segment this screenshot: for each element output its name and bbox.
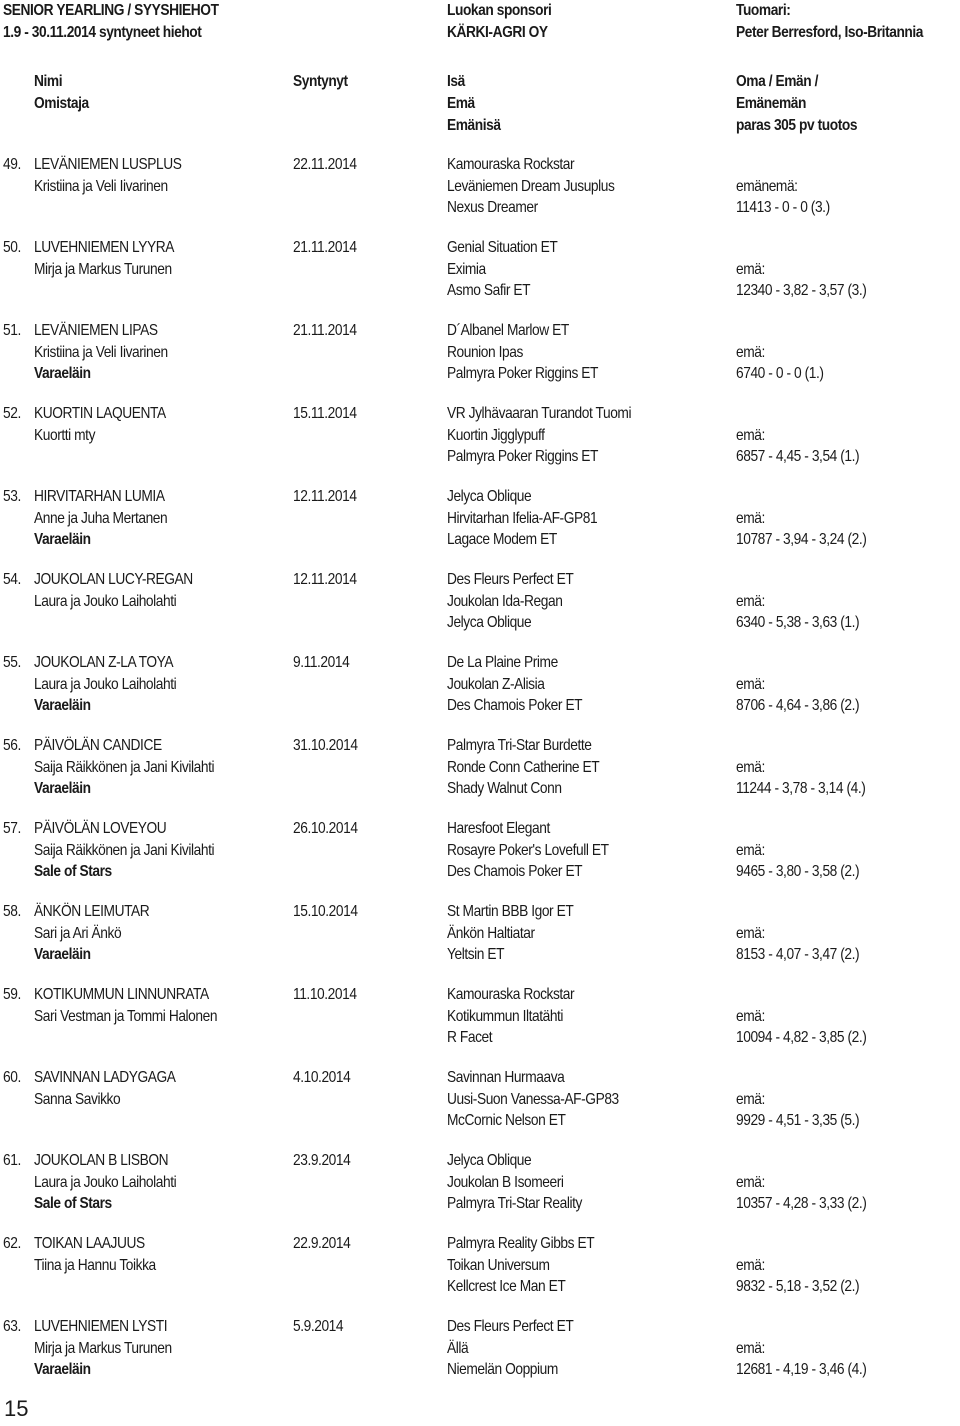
- owner-name: Laura ja Jouko Laiholahti: [34, 675, 177, 693]
- class-dates: 1.9 - 30.11.2014 syntyneet hiehot: [3, 24, 202, 41]
- owner-name: Kristiina ja Veli Iivarinen: [34, 177, 168, 195]
- dam-name: Kotikummun Iltatähti: [447, 1007, 564, 1025]
- dam-sire-name: Palmyra Poker Riggins ET: [447, 365, 599, 383]
- animal-name: LUVEHNIEMEN LYYRA: [34, 239, 175, 256]
- entry-number: 56.: [3, 737, 21, 754]
- dam-name: Rosayre Poker's Lovefull ET: [447, 841, 609, 859]
- entry-number: 62.: [3, 1235, 21, 1252]
- owner-name: Saija Räikkönen ja Jani Kivilahti: [34, 841, 215, 859]
- record-label: emä:: [736, 675, 765, 693]
- owner-name: Tiina ja Hannu Toikka: [34, 1256, 156, 1274]
- animal-name: HIRVITARHAN LUMIA: [34, 488, 165, 505]
- entry-status: Varaeläin: [34, 531, 91, 549]
- entry-status: Varaeläin: [34, 946, 91, 964]
- sire-name: Kamouraska Rockstar: [447, 156, 575, 173]
- dam-name: Rounion Ipas: [447, 343, 523, 361]
- owner-name: Laura ja Jouko Laiholahti: [34, 592, 177, 610]
- record-value: 8706 - 4,64 - 3,86 (2.): [736, 697, 860, 715]
- entry-number: 49.: [3, 156, 21, 173]
- entry-number: 55.: [3, 654, 21, 671]
- birth-date: 31.10.2014: [293, 737, 358, 754]
- entry-number: 54.: [3, 571, 21, 588]
- entry-status: Varaeläin: [34, 365, 91, 383]
- dam-sire-name: Kellcrest Ice Man ET: [447, 1278, 566, 1296]
- record-label: emä:: [736, 260, 765, 278]
- sire-name: VR Jylhävaaran Turandot Tuomi: [447, 405, 632, 422]
- dam-name: Ällä: [447, 1339, 469, 1357]
- entry-number: 60.: [3, 1069, 21, 1086]
- judge-name: Peter Berresford, Iso-Britannia: [736, 24, 924, 41]
- animal-name: TOIKAN LAAJUUS: [34, 1235, 145, 1252]
- animal-name: KOTIKUMMUN LINNUNRATA: [34, 986, 209, 1003]
- sponsor-name: KÄRKI-AGRI OY: [447, 24, 548, 41]
- birth-date: 26.10.2014: [293, 820, 358, 837]
- dam-sire-name: Asmo Safir ET: [447, 282, 531, 300]
- dam-sire-name: Niemelän Ooppium: [447, 1361, 558, 1379]
- entry-status: Varaeläin: [34, 697, 91, 715]
- owner-name: Laura ja Jouko Laiholahti: [34, 1173, 177, 1191]
- entry-status: Varaeläin: [34, 1361, 91, 1379]
- record-value: 8153 - 4,07 - 3,47 (2.): [736, 946, 860, 964]
- entry-number: 58.: [3, 903, 21, 920]
- birth-date: 22.11.2014: [293, 156, 357, 173]
- birth-date: 12.11.2014: [293, 571, 357, 588]
- class-title: SENIOR YEARLING / SYYSHIEHOT: [3, 2, 219, 19]
- sire-name: Des Fleurs Perfect ET: [447, 1318, 574, 1335]
- col-owner: Omistaja: [34, 95, 89, 112]
- record-label: emä:: [736, 841, 765, 859]
- record-label: emä:: [736, 1090, 765, 1108]
- dam-name: Kuortin Jigglypuff: [447, 426, 545, 444]
- birth-date: 21.11.2014: [293, 322, 357, 339]
- sire-name: Haresfoot Elegant: [447, 820, 550, 837]
- birth-date: 15.11.2014: [293, 405, 357, 422]
- judge-label: Tuomari:: [736, 2, 791, 19]
- owner-name: Saija Räikkönen ja Jani Kivilahti: [34, 758, 215, 776]
- entry-number: 50.: [3, 239, 21, 256]
- record-value: 11244 - 3,78 - 3,14 (4.): [736, 780, 866, 798]
- birth-date: 21.11.2014: [293, 239, 357, 256]
- entry-number: 59.: [3, 986, 21, 1003]
- dam-name: Joukolan B Isomeeri: [447, 1173, 564, 1191]
- record-label: emä:: [736, 758, 765, 776]
- dam-name: Änkön Haltiatar: [447, 924, 535, 942]
- birth-date: 22.9.2014: [293, 1235, 351, 1252]
- animal-name: JOUKOLAN LUCY-REGAN: [34, 571, 193, 588]
- record-value: 9832 - 5,18 - 3,52 (2.): [736, 1278, 860, 1296]
- sire-name: Palmyra Tri-Star Burdette: [447, 737, 592, 754]
- entry-status: Sale of Stars: [34, 1195, 112, 1213]
- record-label: emä:: [736, 1339, 765, 1357]
- dam-sire-name: McCornic Nelson ET: [447, 1112, 566, 1130]
- col-record-3: paras 305 pv tuotos: [736, 117, 858, 134]
- owner-name: Anne ja Juha Mertanen: [34, 509, 168, 527]
- entry-number: 52.: [3, 405, 21, 422]
- owner-name: Mirja ja Markus Turunen: [34, 260, 172, 278]
- entry-number: 53.: [3, 488, 21, 505]
- dam-name: Joukolan Ida-Regan: [447, 592, 563, 610]
- birth-date: 9.11.2014: [293, 654, 350, 671]
- col-record-1: Oma / Emän /: [736, 73, 819, 90]
- sire-name: D´Albanel Marlow ET: [447, 322, 569, 339]
- record-value: 6857 - 4,45 - 3,54 (1.): [736, 448, 860, 466]
- col-born: Syntynyt: [293, 73, 348, 90]
- sponsor-label: Luokan sponsori: [447, 2, 552, 19]
- animal-name: JOUKOLAN B LISBON: [34, 1152, 169, 1169]
- record-label: emä:: [736, 1173, 765, 1191]
- dam-sire-name: Yeltsin ET: [447, 946, 505, 964]
- col-dam: Emä: [447, 95, 475, 112]
- record-label: emä:: [736, 1007, 765, 1025]
- sire-name: Genial Situation ET: [447, 239, 558, 256]
- record-value: 9465 - 3,80 - 3,58 (2.): [736, 863, 860, 881]
- owner-name: Sari ja Ari Änkö: [34, 924, 122, 942]
- sire-name: Palmyra Reality Gibbs ET: [447, 1235, 595, 1252]
- dam-name: Leväniemen Dream Jusuplus: [447, 177, 615, 195]
- entry-number: 51.: [3, 322, 21, 339]
- record-label: emä:: [736, 592, 765, 610]
- col-record-2: Emänemän: [736, 95, 806, 112]
- dam-sire-name: Lagace Modem ET: [447, 531, 557, 549]
- animal-name: JOUKOLAN Z-LA TOYA: [34, 654, 174, 671]
- dam-name: Joukolan Z-Alisia: [447, 675, 545, 693]
- animal-name: PÄIVÖLÄN CANDICE: [34, 737, 162, 754]
- dam-sire-name: Palmyra Poker Riggins ET: [447, 448, 599, 466]
- record-label: emä:: [736, 1256, 765, 1274]
- sire-name: Jelyca Oblique: [447, 1152, 532, 1169]
- dam-sire-name: Palmyra Tri-Star Reality: [447, 1195, 582, 1213]
- dam-name: Hirvitarhan Ifelia-AF-GP81: [447, 509, 598, 527]
- sire-name: St Martin BBB Igor ET: [447, 903, 574, 920]
- dam-name: Toikan Universum: [447, 1256, 550, 1274]
- record-value: 10094 - 4,82 - 3,85 (2.): [736, 1029, 867, 1047]
- col-sire: Isä: [447, 73, 465, 90]
- birth-date: 4.10.2014: [293, 1069, 351, 1086]
- animal-name: LEVÄNIEMEN LUSPLUS: [34, 156, 182, 173]
- animal-name: ÄNKÖN LEIMUTAR: [34, 903, 150, 920]
- dam-sire-name: R Facet: [447, 1029, 493, 1047]
- animal-name: KUORTIN LAQUENTA: [34, 405, 166, 422]
- birth-date: 5.9.2014: [293, 1318, 344, 1335]
- birth-date: 23.9.2014: [293, 1152, 351, 1169]
- birth-date: 12.11.2014: [293, 488, 357, 505]
- record-label: emä:: [736, 924, 765, 942]
- record-value: 12681 - 4,19 - 3,46 (4.): [736, 1361, 867, 1379]
- animal-name: LUVEHNIEMEN LYSTI: [34, 1318, 168, 1335]
- sire-name: Savinnan Hurmaava: [447, 1069, 565, 1086]
- sire-name: Des Fleurs Perfect ET: [447, 571, 574, 588]
- entry-status: Varaeläin: [34, 780, 91, 798]
- record-label: emä:: [736, 509, 765, 527]
- sire-name: Jelyca Oblique: [447, 488, 532, 505]
- record-value: 10357 - 4,28 - 3,33 (2.): [736, 1195, 867, 1213]
- owner-name: Sanna Savikko: [34, 1090, 121, 1108]
- dam-name: Eximia: [447, 260, 486, 278]
- dam-sire-name: Jelyca Oblique: [447, 614, 532, 632]
- record-label: emä:: [736, 426, 765, 444]
- birth-date: 15.10.2014: [293, 903, 358, 920]
- animal-name: PÄIVÖLÄN LOVEYOU: [34, 820, 167, 837]
- owner-name: Kristiina ja Veli Iivarinen: [34, 343, 168, 361]
- sire-name: Kamouraska Rockstar: [447, 986, 575, 1003]
- animal-name: LEVÄNIEMEN LIPAS: [34, 322, 158, 339]
- record-value: 10787 - 3,94 - 3,24 (2.): [736, 531, 867, 549]
- owner-name: Kuortti mty: [34, 426, 96, 444]
- record-value: 11413 - 0 - 0 (3.): [736, 199, 830, 217]
- owner-name: Mirja ja Markus Turunen: [34, 1339, 172, 1357]
- dam-sire-name: Des Chamois Poker ET: [447, 863, 583, 881]
- owner-name: Sari Vestman ja Tommi Halonen: [34, 1007, 218, 1025]
- entry-number: 57.: [3, 820, 21, 837]
- col-dam-sire: Emänisä: [447, 117, 501, 134]
- col-name: Nimi: [34, 73, 63, 90]
- record-value: 9929 - 4,51 - 3,35 (5.): [736, 1112, 860, 1130]
- dam-name: Uusi-Suon Vanessa-AF-GP83: [447, 1090, 619, 1108]
- entry-number: 63.: [3, 1318, 21, 1335]
- record-label: emänemä:: [736, 177, 798, 195]
- dam-sire-name: Des Chamois Poker ET: [447, 697, 583, 715]
- entry-status: Sale of Stars: [34, 863, 112, 881]
- record-value: 6740 - 0 - 0 (1.): [736, 365, 824, 383]
- entry-number: 61.: [3, 1152, 21, 1169]
- dam-sire-name: Shady Walnut Conn: [447, 780, 562, 798]
- sire-name: De La Plaine Prime: [447, 654, 558, 671]
- record-value: 6340 - 5,38 - 3,63 (1.): [736, 614, 860, 632]
- dam-sire-name: Nexus Dreamer: [447, 199, 538, 217]
- animal-name: SAVINNAN LADYGAGA: [34, 1069, 176, 1086]
- record-value: 12340 - 3,82 - 3,57 (3.): [736, 282, 867, 300]
- dam-name: Ronde Conn Catherine ET: [447, 758, 600, 776]
- record-label: emä:: [736, 343, 765, 361]
- page-number: 15: [4, 1396, 29, 1421]
- birth-date: 11.10.2014: [293, 986, 357, 1003]
